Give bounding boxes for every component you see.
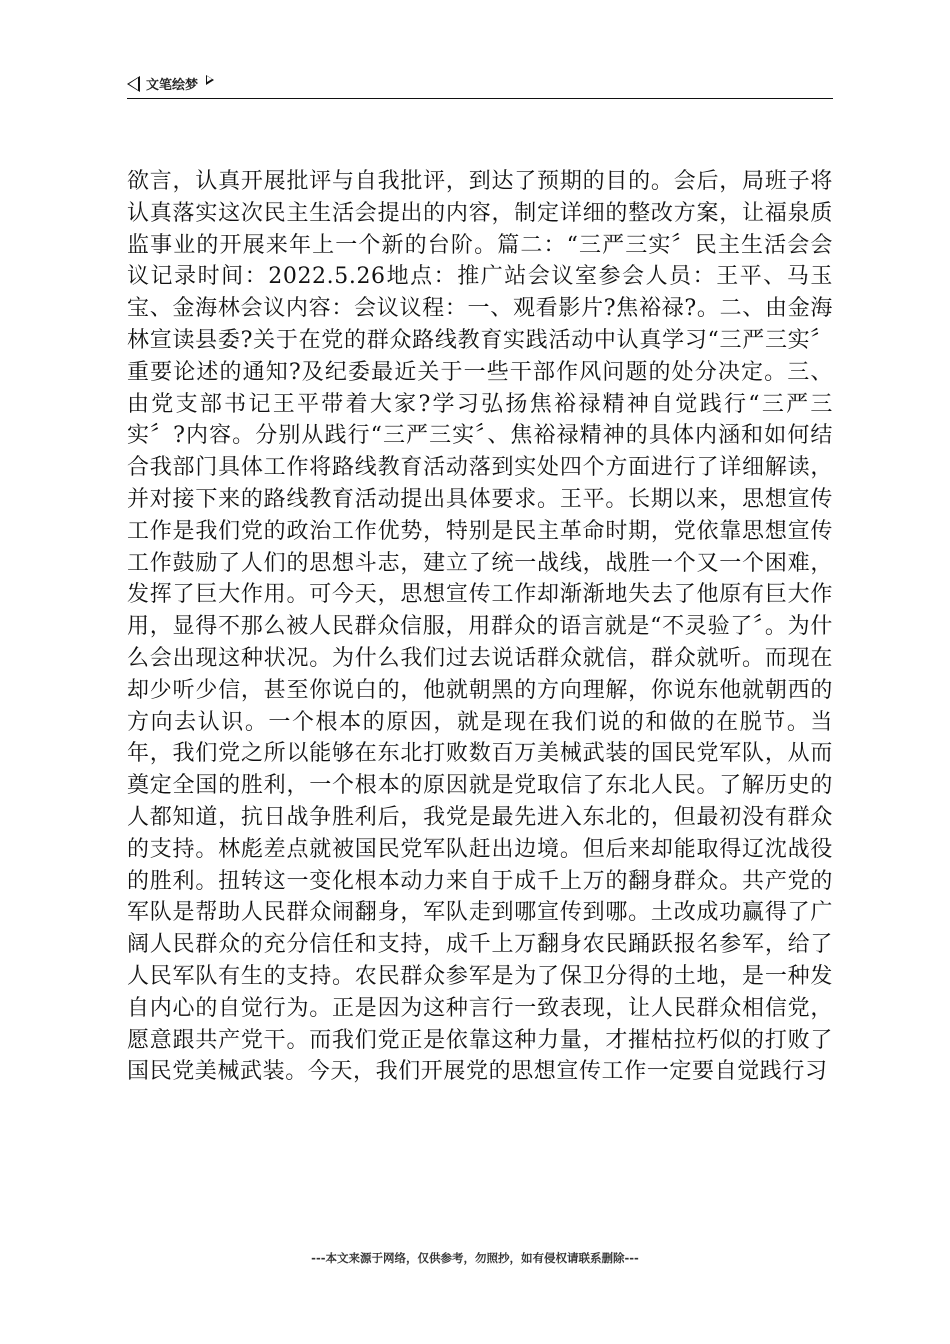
triangle-right-icon xyxy=(206,75,214,85)
page-header xyxy=(127,74,833,99)
brand-text: 文笔绘梦 xyxy=(146,78,199,93)
triangle-left-icon xyxy=(127,76,140,92)
brand xyxy=(127,74,214,93)
body-paragraph: 欲言，认真开展批评与自我批评，到达了预期的目的。会后，局班子将认真落实这次民主生活会提出的内容，制定详细的整改方案，让福泉质监事业的开展来年上一个新的台阶。篇二：“三严三实〞民主生活会会议记录时间：2022.5.26地点：推广站会议室参会人员：王平、马玉宝、金海林会议内容：会议议程：一、观看影片?焦裕禄?。二、由金海林宣读县委?关于在党的群众路线教育实践活动中认真学习“三严三实〞重要论述的通知?及纪委最近关于一些干部作风问题的处分决定。三、由党支部书记王平带着大家?学习弘扬焦裕禄精神自觉践行“三严三实〞?内容。分别从践行“三严三实〞、焦裕禄精神的具体内涵和如何结合我部门具体工作将路线教育活动落到实处四个方面进行了详细解读，并对接下来的路线教育活动提出具体要求。王平。长期以来，思想宣传工作是我们党的政治工作优势，特别是民主革命时期，党依靠思想宣传工作鼓励了人们的思想斗志，建立了统一战线，战胜一个又一个困难，发挥了巨大作用。可今天，思想宣传工作却渐渐地失去了他原有巨大作用，显得不那么被人民群众信服，用群众的语言就是“不灵验了〞。为什么会出现这种状况。为什么我们过去说话群众就信，群众就听。而现在却少听少信，甚至你说白的，他就朝黑的方向理解，你说东他就朝西的方向去认识。一个根本的原因，就是现在我们说的和做的在脱节。当年，我们党之所以能够在东北打败数百万美械武装的国民党军队，从而奠定全国的胜利，一个根本的原因就是党取信了东北人民。了解历史的人都知道，抗日战争胜利后，我党是最先进入东北的，但最初没有群众的支持。林彪差点就被国民党军队赶出边境。但后来却能取得辽沈战役的胜利。扭转这一变化根本动力来自于成千上万的翻身群众。共产党的军队是帮助人民群众闹翻身，军队走到哪宣传到哪。土改成功赢得了广阔人民群众的充分信任和支持，成千上万翻身农民踊跃报名参军，给了人民军队有生的支持。农民群众参军是为了保卫分得的土地，是一种发自内心的自觉行为。正是因为这种言行一致表现，让人民群众相信党，愿意跟共产党干。而我们党正是依靠这种力量，才摧枯拉朽似的打败了国民党美械武装。今天，我们开展党的思想宣传工作一定要自觉践行习 xyxy=(127,169,833,1085)
footer-disclaimer: ---本文来源于网络，仅供参考，勿照抄，如有侵权请联系删除--- xyxy=(311,1251,639,1265)
